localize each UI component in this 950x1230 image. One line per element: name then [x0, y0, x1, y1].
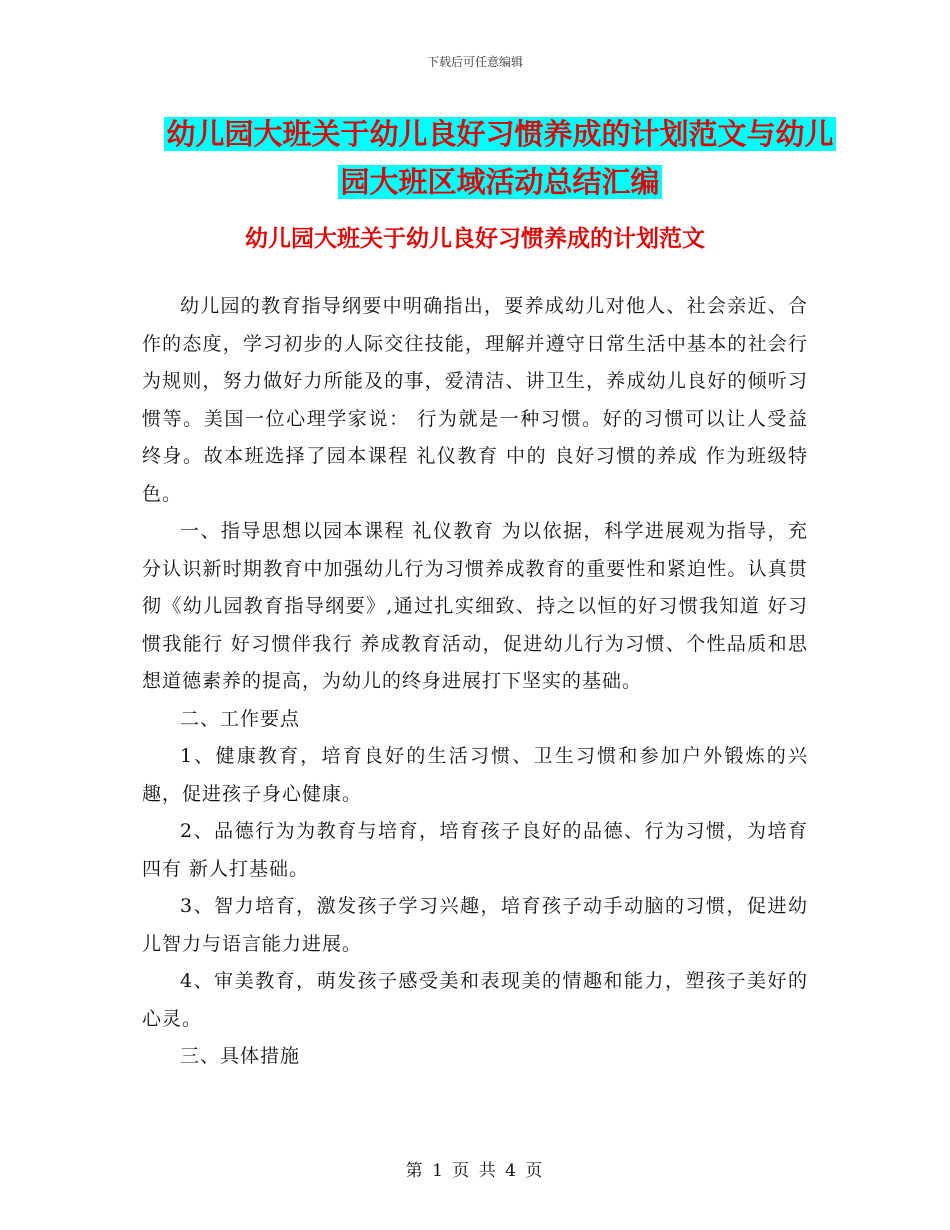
- main-title: [150, 110, 850, 206]
- heading-work-points: 二、工作要点: [180, 707, 301, 730]
- main-title-line-2: 园大班区域活动总结汇编: [340, 165, 660, 199]
- paragraph-guiding-thought: 一、指导思想以园本课程 礼仪教育 为以依据，科学进展观为指导，充分认识新时期教育中加强幼儿行为习惯养成教育的重要性和紧迫性。认真贯彻《幼儿园教育指导纲要》,通过扎实细致、持之以恒的好习惯我知道 好习惯我能行 好习惯伴我行 养成教育活动，促进幼儿行为习惯、个性品质和思想道德素养的提高，为幼儿的终身进展打下坚实的基础。: [142, 520, 808, 692]
- page-footer: 第 1 页 共 4 页: [405, 1161, 545, 1181]
- heading-measures: 三、具体措施: [180, 1045, 301, 1067]
- main-title-line-1: 幼儿园大班关于幼儿良好习惯养成的计划范文与幼儿: [166, 117, 834, 151]
- paragraph-point-2: 2、品德行为为教育与培育，培育孩子良好的品德、行为习惯，为培育 四有 新人打基础。: [142, 820, 808, 880]
- paragraph-point-4: 4、审美教育，萌发孩子感受美和表现美的情趣和能力，塑孩子美好的心灵。: [142, 970, 808, 1030]
- body-text: [142, 288, 808, 1076]
- paragraph-point-3: 3、智力培育，激发孩子学习兴趣，培育孩子动手动脑的习惯，促进幼儿智力与语言能力进展。: [142, 895, 808, 955]
- paragraph-point-1: 1、健康教育，培育良好的生活习惯、卫生习惯和参加户外锻炼的兴趣，促进孩子身心健康。: [142, 745, 808, 805]
- paragraph-intro: 幼儿园的教育指导纲要中明确指出，要养成幼儿对他人、社会亲近、合作的态度，学习初步的人际交往技能，理解并遵守日常生活中基本的社会行为规则，努力做好力所能及的事，爱清洁、讲卫生，养成幼儿良好的倾听习惯等。美国一位心理学家说： 行为就是一种习惯。好的习惯可以让人受益终身。故本班选择了园本课程 礼仪教育 中的 良好习惯的养成 作为班级特色。: [142, 295, 808, 505]
- section-title: 幼儿园大班关于幼儿良好习惯养成的计划范文: [245, 226, 705, 252]
- header-note: 下载后可任意编辑: [426, 55, 523, 69]
